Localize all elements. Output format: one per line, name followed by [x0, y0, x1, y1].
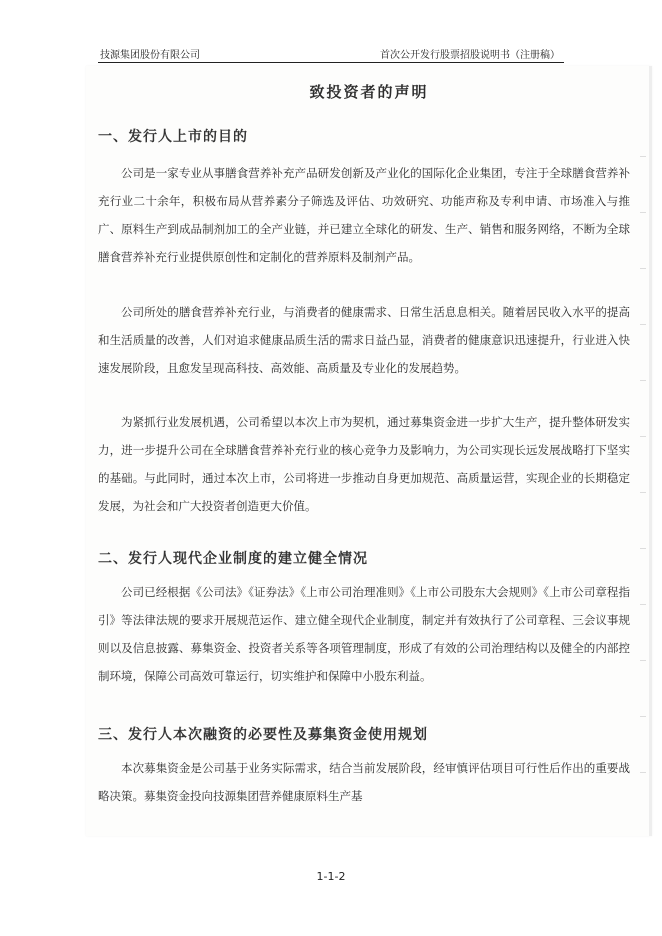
margin-marks	[640, 156, 646, 828]
section-1-paragraph-1: 公司是一家专业从事膳食营养补充产品研发创新及产业化的国际化企业集团，专注于全球膳食营养补充行业二十余年，积极布局从营养素分子筛选及评估、功效研究、功能声称及专利申请、市场准入与推广、原料生产到成品制剂加工的全产业链，并已建立全球化的研发、生产、销售和服务网络，不断为全球膳食营养补充行业提供原创性和定制化的营养原料及制剂产品。	[98, 166, 630, 264]
section-heading-3: 三、发行人本次融资的必要性及募集资金使用规划	[98, 727, 428, 743]
section-heading-2: 二、发行人现代企业制度的建立健全情况	[98, 551, 368, 567]
section-2-paragraph-1: 公司已经根据《公司法》《证券法》《上市公司治理准则》《上市公司股东大会规则》《上市公司章程指引》等法律法规的要求开展规范运作、建立健全现代企业制度，制定并有效执行了公司章程、三会议事规则以及信息披露、募集资金、投资者关系等各项管理制度，形成了有效的公司治理结构以及健全的内部控制环境，保障公司高效可靠运行，切实维护和保障中小股东利益。	[98, 585, 630, 683]
scan-edge	[649, 66, 652, 836]
header-company: 技源集团股份有限公司	[100, 50, 200, 61]
section-1-paragraph-2: 公司所处的膳食营养补充行业，与消费者的健康需求、日常生活息息相关。随着居民收入水平的提高和生活质量的改善，人们对追求健康品质生活的需求日益凸显，消费者的健康意识迅速提升，行业进入快速发展阶段，且愈发呈现高科技、高效能、高质量及专业化的发展趋势。	[98, 305, 630, 375]
section-1-paragraph-3: 为紧抓行业发展机遇，公司希望以本次上市为契机，通过募集资金进一步扩大生产，提升整体研发实力，进一步提升公司在全球膳食营养补充行业的核心竞争力及影响力，为公司实现长远发展战略打下坚实的基础。与此同时，通过本次上市，公司将进一步推动自身更加规范、高质量运营，实现企业的长期稳定发展，为社会和广大投资者创造更大价值。	[98, 415, 630, 513]
document-title: 致投资者的声明	[309, 83, 429, 101]
section-heading-1: 一、发行人上市的目的	[98, 129, 248, 145]
header-doc-type: 首次公开发行股票招股说明书（注册稿）	[380, 50, 560, 61]
page-header	[98, 44, 564, 63]
scanned-page	[86, 66, 652, 836]
section-3-paragraph-1: 本次募集资金是公司基于业务实际需求，结合当前发展阶段，经审慎评估项目可行性后作出的重要战略决策。募集资金投向技源集团营养健康原料生产基	[98, 761, 630, 803]
page-number: 1-1-2	[316, 870, 346, 883]
